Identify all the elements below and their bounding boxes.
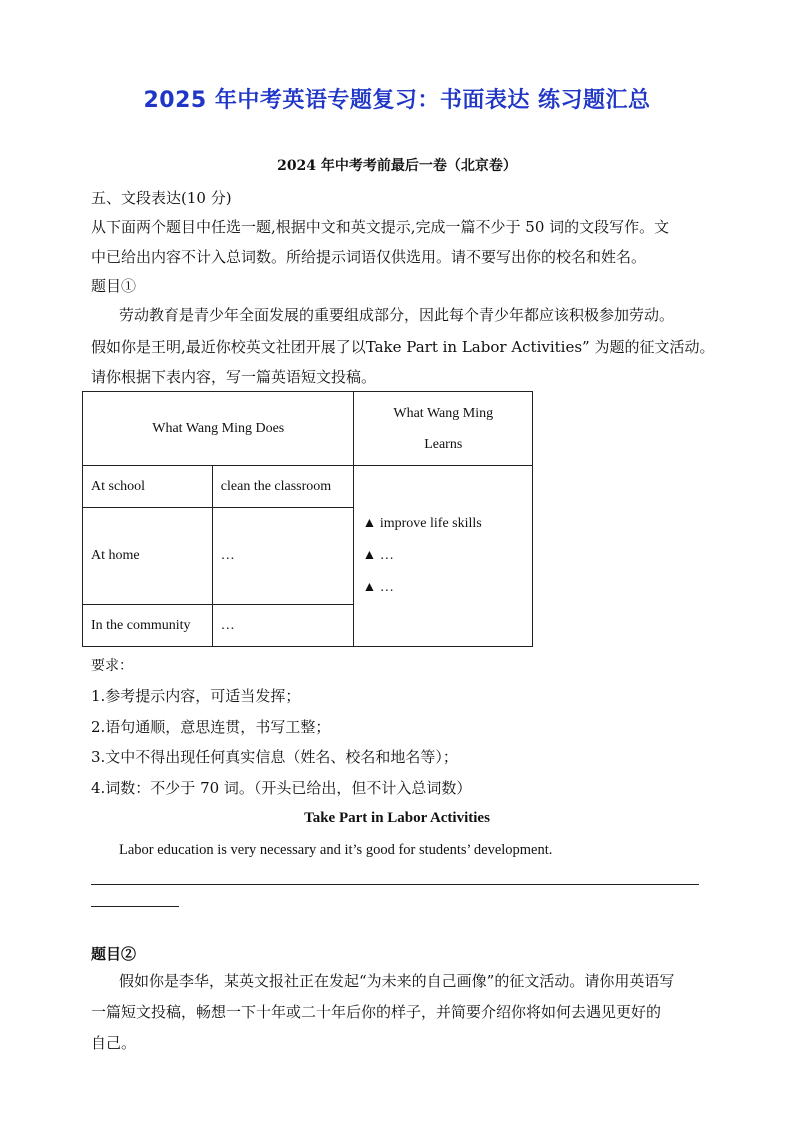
place-cell: In the community bbox=[83, 605, 213, 647]
topic1-paragraph-1: 劳动教育是青少年全面发展的重要组成部分，因此每个青少年都应该积极参加劳动。 bbox=[119, 306, 675, 324]
table-header-row bbox=[83, 392, 533, 466]
header-what-learns bbox=[354, 392, 533, 466]
topic1-paragraph-2: 假如你是王明,最近你校英文社团开展了以Take Part in Labor Activities” 为题的征文活动。 bbox=[91, 338, 715, 356]
requirements-label: 要求： bbox=[91, 658, 133, 674]
place-cell: At school bbox=[83, 466, 213, 508]
answer-line-short bbox=[91, 906, 179, 907]
document-title: 2025 年中考英语专题复习：书面表达 练习题汇总 bbox=[143, 88, 651, 113]
table-row bbox=[83, 466, 533, 508]
requirement-item: 1.参考提示内容，可适当发挥； bbox=[91, 687, 301, 705]
header-what-does: What Wang Ming Does bbox=[83, 392, 354, 466]
topic1-paragraph-3: 请你根据下表内容，写一篇英语短文投稿。 bbox=[91, 368, 377, 386]
activity-cell: … bbox=[212, 605, 354, 647]
info-table bbox=[82, 391, 533, 647]
section-heading: 五、文段表达(10 分) bbox=[91, 189, 232, 207]
exam-subtitle: 2024 年中考考前最后一卷（北京卷） bbox=[277, 158, 517, 174]
requirement-item: 2.语句通顺，意思连贯，书写工整； bbox=[91, 718, 331, 736]
topic2-paragraph-3: 自己。 bbox=[91, 1034, 137, 1052]
topic2-paragraph-2: 一篇短文投稿，畅想一下十年或二十年后你的样子，并简要介绍你将如何去遇见更好的 bbox=[91, 1003, 662, 1021]
requirement-item: 3.文中不得出现任何真实信息（姓名、校名和地名等）； bbox=[91, 748, 458, 766]
header-learns-line-2: Learns bbox=[424, 436, 463, 452]
activity-cell: clean the classroom bbox=[212, 466, 354, 508]
essay-title: Take Part in Labor Activities bbox=[304, 810, 490, 826]
learn-item: ▲ improve life skills bbox=[362, 516, 482, 531]
activity-cell: … bbox=[212, 508, 354, 605]
requirement-item: 4.词数：不少于 70 词。（开头已给出，但不计入总词数） bbox=[91, 779, 472, 797]
topic2-paragraph-1: 假如你是李华，某英文报社正在发起“为未来的自己画像”的征文活动。请你用英语写 bbox=[119, 972, 675, 990]
learns-cell bbox=[354, 466, 533, 647]
topic1-label: 题目① bbox=[91, 277, 137, 295]
place-cell: At home bbox=[83, 508, 213, 605]
instructions-line-1: 从下面两个题目中任选一题,根据中文和英文提示,完成一篇不少于 50 词的文段写作。文 bbox=[91, 218, 670, 236]
learn-item: ▲ … bbox=[362, 580, 394, 595]
instructions-line-2: 中已给出内容不计入总词数。所给提示词语仅供选用。请不要写出你的校名和姓名。 bbox=[91, 248, 647, 266]
learn-item: ▲ … bbox=[362, 548, 394, 563]
answer-line bbox=[91, 884, 699, 885]
header-learns-line-1: What Wang Ming bbox=[393, 405, 494, 421]
topic2-label: 题目② bbox=[91, 945, 137, 963]
essay-opening-sentence: Labor education is very necessary and it’s good for students’ development. bbox=[119, 842, 553, 858]
